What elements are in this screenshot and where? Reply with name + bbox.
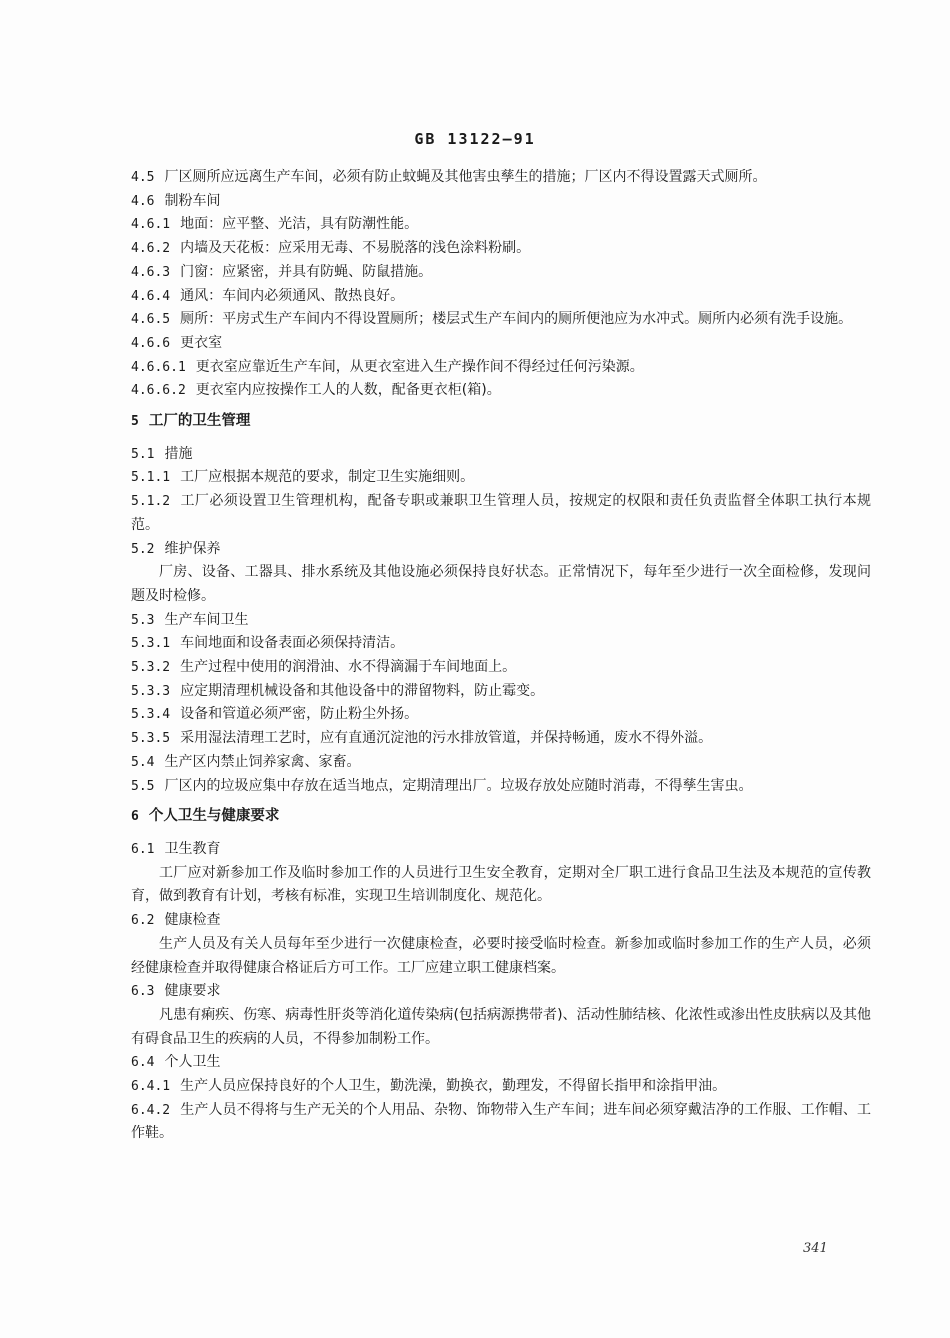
clause-text: 维护保养 (164, 540, 221, 557)
clause-text: 门窗：应紧密，并具有防蝇、防鼠措施。 (180, 263, 433, 280)
clause-number: 4.6.1 (131, 217, 171, 233)
clause-item (131, 775, 871, 799)
clause-number: 6.4.2 (131, 1102, 171, 1118)
clause-number: 5.4 (131, 754, 155, 770)
clause-text: 生产人员及有关人员每年至少进行一次健康检查，必要时接受临时检查。新参加或临时参加工作的生产人员，必须经健康检查并取得健康合格证后方可工作。工厂应建立职工健康档案。 (131, 935, 871, 976)
clause-text: 个人卫生 (164, 1054, 221, 1071)
page-number: 341 (803, 1241, 828, 1256)
clause-item (131, 166, 871, 190)
clause-text: 厕所：平房式生产车间内不得设置厕所；楼层式生产车间内的厕所便池应为水冲式。厕所内必须有洗手设施。 (180, 311, 853, 328)
clause-item (131, 308, 871, 332)
body-paragraph (131, 561, 871, 608)
clause-text: 健康检查 (164, 912, 221, 929)
clause-text: 生产人员应保持良好的个人卫生，勤洗澡，勤换衣，勤理发，不得留长指甲和涂指甲油。 (180, 1078, 727, 1095)
document-body (131, 166, 871, 1146)
clause-number: 4.6.4 (131, 288, 171, 304)
clause-text: 工厂应根据本规范的要求，制定卫生实施细则。 (180, 469, 475, 486)
clause-number: 6.4.1 (131, 1079, 171, 1095)
clause-item (131, 909, 871, 933)
body-paragraph (131, 1004, 871, 1051)
clause-number: 5.1.2 (131, 494, 171, 510)
section-heading (131, 410, 871, 434)
clause-number: 5.3.1 (131, 636, 171, 652)
clause-number: 5.2 (131, 541, 155, 557)
clause-text: 更衣室应靠近生产车间，从更衣室进入生产操作间不得经过任何污染源。 (195, 358, 644, 375)
clause-number: 6.4 (131, 1055, 155, 1071)
clause-item (131, 285, 871, 309)
clause-item (131, 727, 871, 751)
clause-item (131, 680, 871, 704)
clause-text: 工厂的卫生管理 (148, 413, 251, 430)
clause-item (131, 1075, 871, 1099)
clause-text: 通风：车间内必须通风、散热良好。 (180, 287, 405, 304)
clause-item (131, 609, 871, 633)
clause-number: 4.6.5 (131, 312, 171, 328)
clause-number: 4.6.3 (131, 264, 171, 280)
clause-number: 6.3 (131, 984, 155, 1000)
clause-number: 4.6.6.1 (131, 359, 186, 375)
clause-text: 生产人员不得将与生产无关的个人用品、杂物、饰物带入生产车间；进车间必须穿戴洁净的工作服、工作帽、工作鞋。 (131, 1101, 871, 1142)
clause-text: 更衣室内应按操作工人的人数，配备更衣柜(箱)。 (195, 382, 501, 399)
clause-item (131, 703, 871, 727)
clause-text: 卫生教育 (164, 840, 221, 857)
clause-number: 5.5 (131, 778, 155, 794)
clause-text: 设备和管道必须严密，防止粉尘外扬。 (180, 706, 419, 723)
clause-number: 6.2 (131, 913, 155, 929)
clause-text: 生产过程中使用的润滑油、水不得滴漏于车间地面上。 (180, 659, 517, 676)
clause-text: 车间地面和设备表面必须保持清洁。 (180, 635, 405, 652)
clause-item (131, 190, 871, 214)
clause-item (131, 261, 871, 285)
clause-item (131, 379, 871, 403)
clause-text: 应定期清理机械设备和其他设备中的滞留物料，防止霉变。 (180, 682, 545, 699)
clause-item (131, 656, 871, 680)
clause-item (131, 751, 871, 775)
clause-item (131, 332, 871, 356)
clause-item (131, 356, 871, 380)
clause-item (131, 1099, 871, 1146)
clause-text: 厂区内的垃圾应集中存放在适当地点，定期清理出厂。垃圾存放处应随时消毒，不得孳生害虫。 (164, 777, 753, 794)
clause-item (131, 466, 871, 490)
clause-item (131, 632, 871, 656)
clause-item (131, 237, 871, 261)
clause-number: 5.3.3 (131, 683, 171, 699)
section-heading (131, 805, 871, 829)
clause-number: 4.6.6.2 (131, 383, 186, 399)
clause-text: 工厂应对新参加工作及临时参加工作的人员进行卫生安全教育，定期对全厂职工进行食品卫生法及本规范的宣传教育，做到教育有计划，考核有标准，实现卫生培训制度化、规范化。 (131, 864, 871, 905)
clause-number: 5.3.5 (131, 731, 171, 747)
clause-text: 个人卫生与健康要求 (148, 808, 280, 825)
clause-text: 生产车间卫生 (164, 611, 249, 628)
clause-text: 厂区厕所应远离生产车间，必须有防止蚊蝇及其他害虫孳生的措施；厂区内不得设置露天式厕所。 (164, 169, 767, 185)
clause-item (131, 838, 871, 862)
clause-text: 更衣室 (180, 334, 223, 351)
clause-text: 制粉车间 (164, 192, 221, 209)
clause-number: 4.5 (131, 170, 155, 185)
clause-number: 4.6.2 (131, 241, 171, 257)
body-paragraph (131, 862, 871, 909)
clause-number: 5 (131, 414, 139, 430)
clause-item (131, 490, 871, 537)
clause-number: 5.1 (131, 446, 155, 462)
clause-text: 措施 (164, 445, 193, 462)
standard-code-header: GB 13122—91 (414, 130, 536, 148)
clause-item (131, 213, 871, 237)
body-paragraph (131, 933, 871, 980)
clause-number: 4.6.6 (131, 335, 171, 351)
clause-number: 5.1.1 (131, 470, 171, 486)
clause-number: 5.3.4 (131, 707, 171, 723)
clause-text: 地面：应平整、光洁，具有防潮性能。 (180, 216, 419, 233)
clause-text: 生产区内禁止饲养家禽、家畜。 (164, 753, 361, 770)
clause-number: 4.6 (131, 193, 155, 209)
clause-item (131, 443, 871, 467)
clause-item (131, 538, 871, 562)
clause-text: 健康要求 (164, 983, 221, 1000)
clause-text: 工厂必须设置卫生管理机构，配备专职或兼职卫生管理人员，按规定的权限和责任负责监督全体职工执行本规范。 (131, 493, 871, 533)
clause-text: 凡患有痢疾、伤寒、病毒性肝炎等消化道传染病(包括病源携带者)、活动性肺结核、化浓性或渗出性皮肤病以及其他有碍食品卫生的疾病的人员，不得参加制粉工作。 (131, 1006, 871, 1047)
clause-item (131, 980, 871, 1004)
clause-text: 厂房、设备、工器具、排水系统及其他设施必须保持良好状态。正常情况下，每年至少进行一次全面检修，发现问题及时检修。 (131, 564, 871, 604)
clause-text: 采用湿法清理工艺时，应有直通沉淀池的污水排放管道，并保持畅通，废水不得外溢。 (180, 730, 713, 747)
clause-number: 5.3 (131, 612, 155, 628)
clause-number: 6.1 (131, 841, 155, 857)
clause-item (131, 1051, 871, 1075)
clause-text: 内墙及天花板：应采用无毒、不易脱落的浅色涂料粉刷。 (180, 240, 531, 257)
clause-number: 6 (131, 809, 139, 825)
clause-number: 5.3.2 (131, 660, 171, 676)
